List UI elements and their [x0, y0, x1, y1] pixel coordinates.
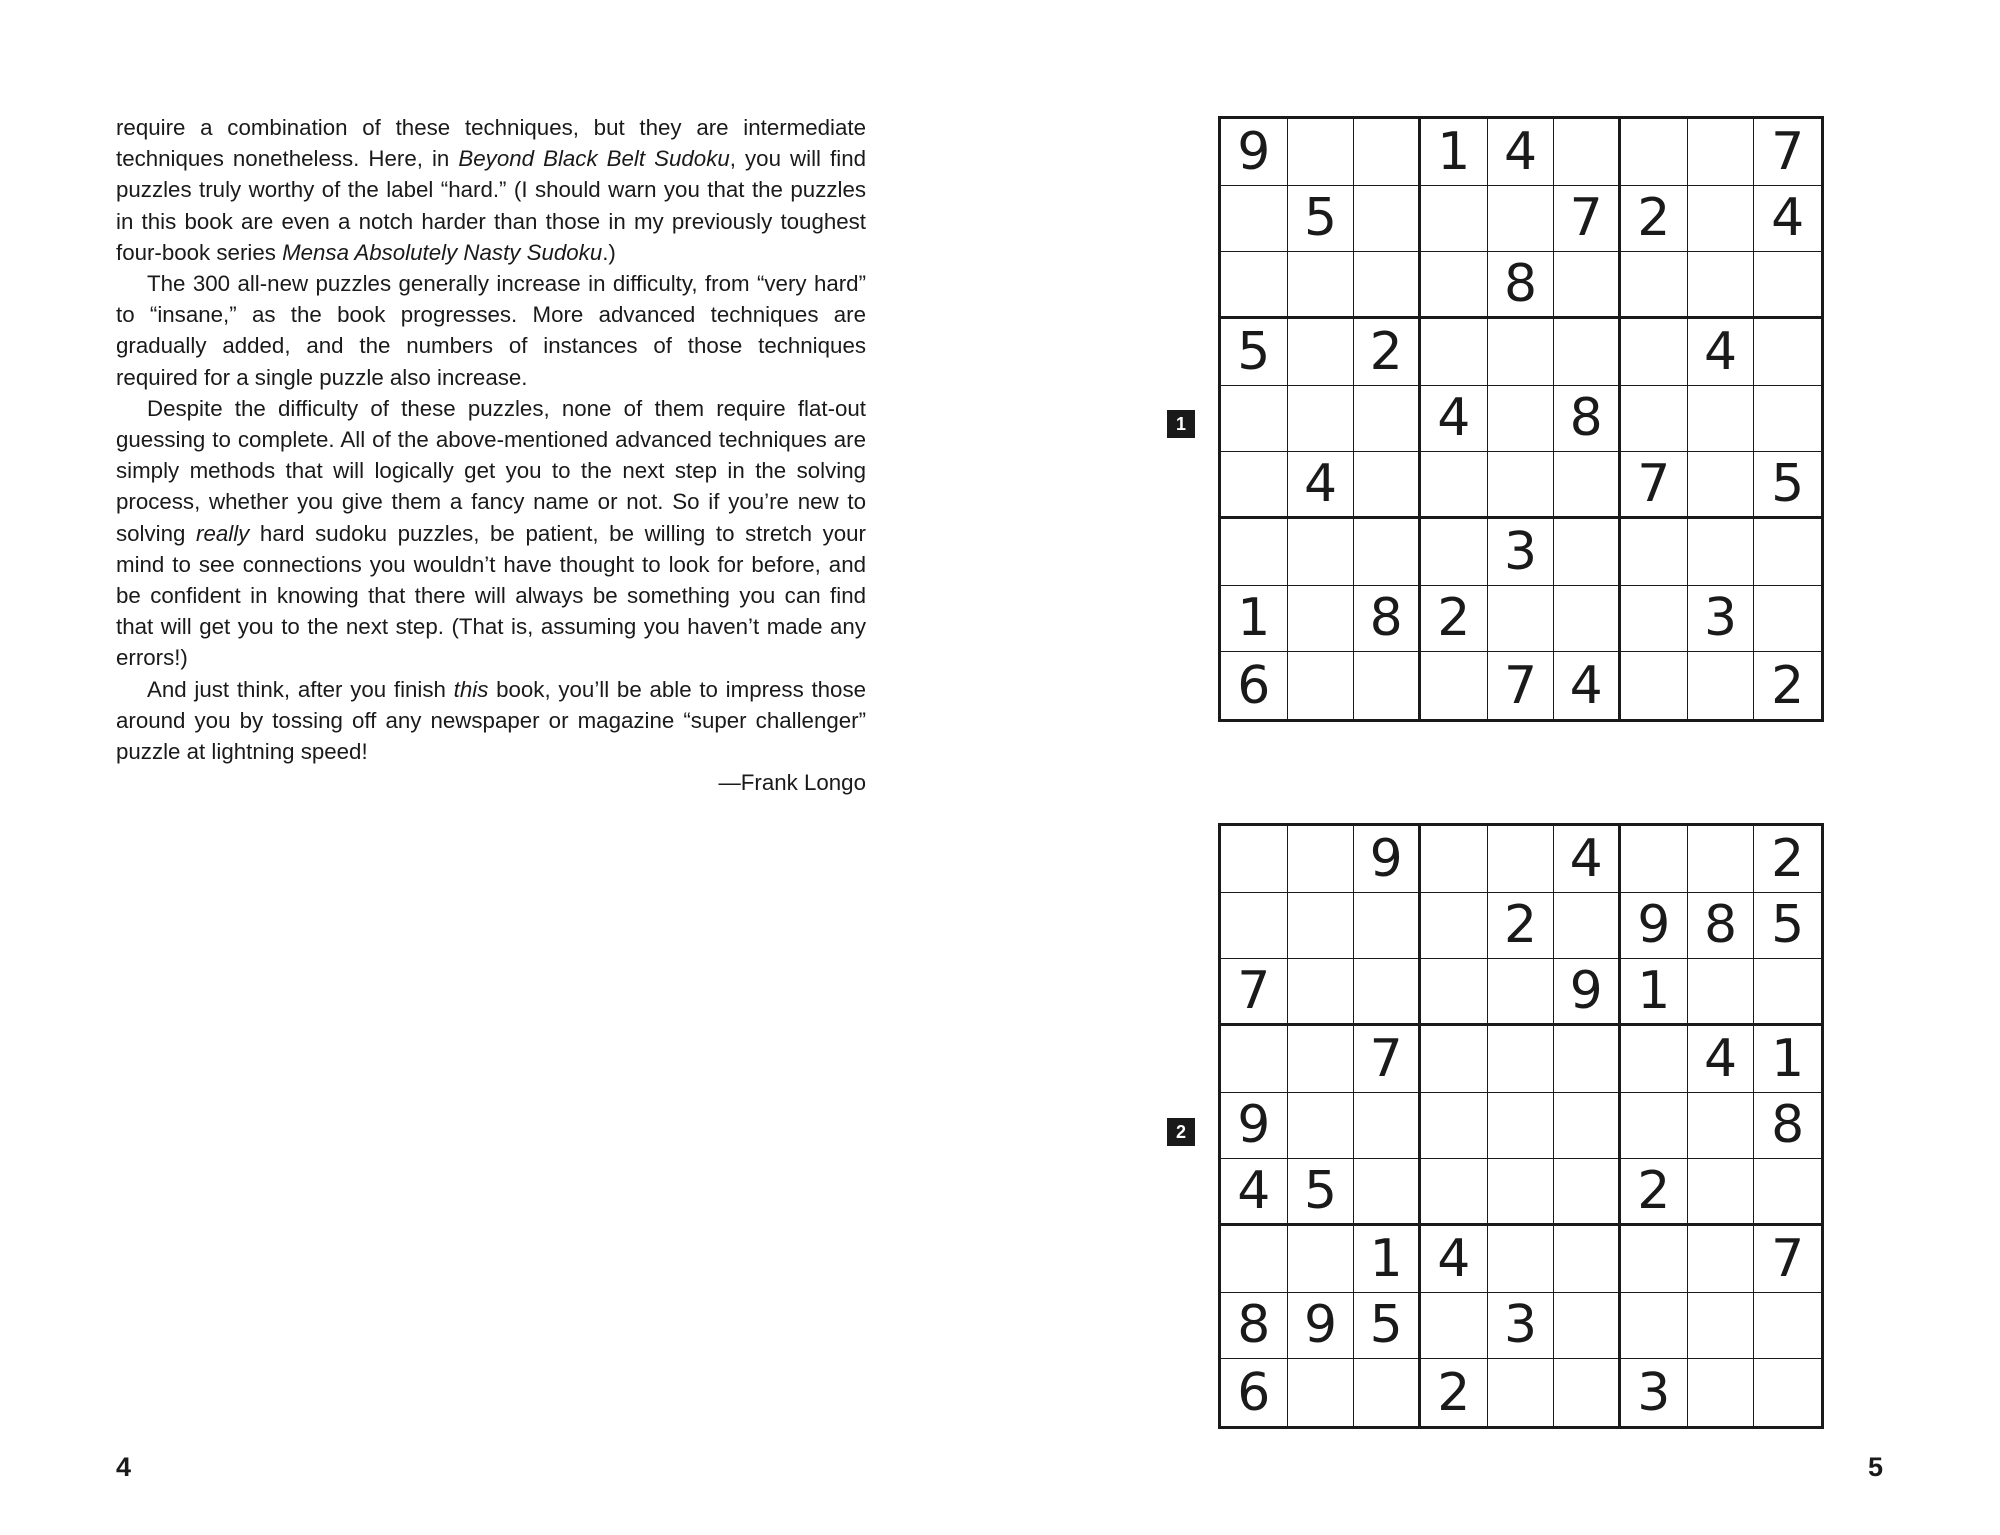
- sudoku-cell: [1754, 1159, 1821, 1226]
- sudoku-cell: 8: [1554, 386, 1621, 453]
- sudoku-cell: [1688, 826, 1755, 893]
- sudoku-cell: 4: [1688, 319, 1755, 386]
- sudoku-cell: [1754, 386, 1821, 453]
- sudoku-cell: [1421, 1093, 1488, 1160]
- sudoku-cell: [1688, 1093, 1755, 1160]
- sudoku-cell: 4: [1488, 119, 1555, 186]
- page-number-left: 4: [116, 1452, 132, 1482]
- sudoku-cell: [1688, 1226, 1755, 1293]
- sudoku-cell: 9: [1221, 119, 1288, 186]
- paragraph-1: [116, 112, 866, 268]
- sudoku-cell: 7: [1754, 1226, 1821, 1293]
- sudoku-cell: [1288, 252, 1355, 319]
- sudoku-cell: [1354, 519, 1421, 586]
- sudoku-cell: [1288, 386, 1355, 453]
- sudoku-cell: 6: [1221, 1359, 1288, 1426]
- puzzle-label-1: 1: [1167, 410, 1195, 438]
- sudoku-cell: [1554, 119, 1621, 186]
- sudoku-cell: [1554, 519, 1621, 586]
- sudoku-cell: [1621, 319, 1688, 386]
- sudoku-cell: [1488, 1226, 1555, 1293]
- sudoku-cell: 1: [1754, 1026, 1821, 1093]
- sudoku-cell: [1488, 1159, 1555, 1226]
- sudoku-cell: [1554, 1293, 1621, 1360]
- sudoku-cell: 8: [1688, 893, 1755, 960]
- sudoku-cell: [1754, 1359, 1821, 1426]
- sudoku-grid-2: [1218, 823, 1824, 1429]
- sudoku-cell: [1354, 1159, 1421, 1226]
- sudoku-cell: 7: [1554, 186, 1621, 253]
- sudoku-cell: [1688, 1159, 1755, 1226]
- sudoku-cell: [1688, 1293, 1755, 1360]
- sudoku-cell: 2: [1488, 893, 1555, 960]
- sudoku-cell: [1421, 959, 1488, 1026]
- sudoku-cell: [1488, 319, 1555, 386]
- sudoku-cell: [1688, 1359, 1755, 1426]
- sudoku-cell: [1621, 652, 1688, 719]
- sudoku-cell: [1421, 452, 1488, 519]
- sudoku-cell: [1488, 1093, 1555, 1160]
- sudoku-cell: [1421, 186, 1488, 253]
- sudoku-cell: [1754, 319, 1821, 386]
- sudoku-cell: [1554, 1159, 1621, 1226]
- sudoku-cell: [1554, 1026, 1621, 1093]
- sudoku-cell: [1354, 119, 1421, 186]
- puzzle-label-2: 2: [1167, 1118, 1195, 1146]
- sudoku-cell: [1421, 893, 1488, 960]
- sudoku-cell: 8: [1221, 1293, 1288, 1360]
- sudoku-cell: [1421, 1159, 1488, 1226]
- italic-text: this: [453, 676, 489, 702]
- sudoku-cell: 9: [1221, 1093, 1288, 1160]
- page-number-right: 5: [1868, 1452, 1884, 1482]
- sudoku-cell: 5: [1221, 319, 1288, 386]
- sudoku-cell: [1354, 959, 1421, 1026]
- sudoku-cell: [1621, 826, 1688, 893]
- sudoku-cell: [1488, 586, 1555, 653]
- sudoku-cell: [1288, 1359, 1355, 1426]
- sudoku-cell: [1421, 252, 1488, 319]
- sudoku-cell: [1221, 519, 1288, 586]
- sudoku-cell: 1: [1421, 119, 1488, 186]
- sudoku-cell: 9: [1288, 1293, 1355, 1360]
- sudoku-cell: [1688, 386, 1755, 453]
- sudoku-cell: [1688, 452, 1755, 519]
- sudoku-cell: [1221, 452, 1288, 519]
- sudoku-cell: [1754, 519, 1821, 586]
- sudoku-cell: 6: [1221, 652, 1288, 719]
- paragraph-2: [116, 268, 866, 393]
- sudoku-cell: [1688, 652, 1755, 719]
- author-signature: —Frank Longo: [718, 770, 866, 796]
- sudoku-cell: 2: [1771, 655, 1805, 716]
- sudoku-cell: 4: [1421, 386, 1488, 453]
- sudoku-cell: [1621, 252, 1688, 319]
- text-run: book, you’ll be able to impress those around you by tossing off any newspaper or magazine “super challenger” puzzle at lightning speed!: [116, 676, 866, 765]
- text-run: , you will find puzzles truly worthy of the label “hard.” (I should warn you that the puzzles in this book are even a notch harder than those in my previously toughest four-book series: [116, 146, 866, 265]
- sudoku-cell: [1354, 386, 1421, 453]
- sudoku-cell: [1421, 1293, 1488, 1360]
- sudoku-cell: 7: [1488, 652, 1555, 719]
- left-page-text: [116, 112, 866, 798]
- sudoku-cell: 4: [1754, 186, 1821, 253]
- sudoku-cell: [1488, 959, 1555, 1026]
- sudoku-cell: [1221, 893, 1288, 960]
- sudoku-cell: 8: [1488, 252, 1555, 319]
- sudoku-cell: 8: [1354, 586, 1421, 653]
- sudoku-cell: 5: [1754, 893, 1821, 960]
- italic-text: Beyond Black Belt Sudoku: [458, 146, 730, 172]
- sudoku-cell: [1621, 519, 1688, 586]
- sudoku-cell: 8: [1754, 1093, 1821, 1160]
- sudoku-cell: 2: [1621, 186, 1688, 253]
- text-run: require a combination of these techniques, but they are intermediate techniques nonetheless. Here, in: [116, 115, 866, 172]
- sudoku-cell: 4: [1288, 452, 1355, 519]
- sudoku-cell: [1554, 452, 1621, 519]
- sudoku-cell: [1288, 1226, 1355, 1293]
- sudoku-cell: [1421, 652, 1488, 719]
- text-run: The 300 all-new puzzles generally increase in difficulty, from “very hard” to “insane,” as the book progresses. More advanced techniques are gradually added, and the numbers of instances of those techniques required for a single puzzle also increase.: [116, 271, 866, 390]
- text-run: .): [602, 239, 616, 265]
- sudoku-cell: [1221, 386, 1288, 453]
- sudoku-cell: 3: [1688, 586, 1755, 653]
- sudoku-cell: [1221, 1226, 1288, 1293]
- sudoku-cell: [1554, 1226, 1621, 1293]
- sudoku-cell: 5: [1288, 186, 1355, 253]
- sudoku-cell: [1488, 452, 1555, 519]
- sudoku-cell: 3: [1488, 519, 1555, 586]
- sudoku-cell: 2: [1621, 1159, 1688, 1226]
- sudoku-cell: 1: [1621, 959, 1688, 1026]
- sudoku-cell: [1754, 586, 1821, 653]
- sudoku-cell: [1554, 319, 1621, 386]
- sudoku-cell: 4: [1554, 826, 1621, 893]
- sudoku-cell: [1288, 586, 1355, 653]
- sudoku-cell: 4: [1221, 1159, 1288, 1226]
- sudoku-cell: 4: [1421, 1226, 1488, 1293]
- sudoku-cell: [1554, 1359, 1621, 1426]
- sudoku-cell: [1488, 386, 1555, 453]
- sudoku-cell: [1354, 652, 1421, 719]
- sudoku-cell: [1288, 652, 1355, 719]
- sudoku-cell: [1288, 119, 1355, 186]
- sudoku-cell: 7: [1354, 1026, 1421, 1093]
- sudoku-cell: [1221, 252, 1288, 319]
- sudoku-cell: [1221, 1026, 1288, 1093]
- sudoku-cell: [1488, 1026, 1555, 1093]
- sudoku-cell: [1354, 452, 1421, 519]
- paragraph-3: [116, 393, 866, 674]
- sudoku-cell: 2: [1421, 1359, 1488, 1426]
- sudoku-cell: [1354, 1093, 1421, 1160]
- sudoku-cell: [1288, 519, 1355, 586]
- sudoku-cell: [1488, 826, 1555, 893]
- sudoku-cell: [1621, 586, 1688, 653]
- sudoku-cell: 5: [1354, 1293, 1421, 1360]
- sudoku-cell: [1754, 1293, 1821, 1360]
- sudoku-cell: 1: [1221, 586, 1288, 653]
- sudoku-cell: [1554, 1093, 1621, 1160]
- sudoku-cell: [1354, 252, 1421, 319]
- sudoku-cell: [1621, 1026, 1688, 1093]
- sudoku-cell: 7: [1221, 959, 1288, 1026]
- sudoku-cell: [1288, 959, 1355, 1026]
- sudoku-cell: [1421, 1026, 1488, 1093]
- sudoku-cell: [1688, 252, 1755, 319]
- sudoku-cell: [1288, 319, 1355, 386]
- sudoku-cell: [1488, 1359, 1555, 1426]
- sudoku-cell: 3: [1488, 1293, 1555, 1360]
- sudoku-cell: 7: [1621, 452, 1688, 519]
- sudoku-cell: [1288, 1093, 1355, 1160]
- sudoku-cell: 3: [1621, 1359, 1688, 1426]
- sudoku-cell: [1554, 893, 1621, 960]
- sudoku-cell: 1: [1354, 1226, 1421, 1293]
- sudoku-cell: [1754, 959, 1821, 1026]
- sudoku-cell: [1688, 959, 1755, 1026]
- sudoku-cell: 2: [1754, 826, 1821, 893]
- sudoku-cell: [1554, 586, 1621, 653]
- text-run: And just think, after you finish: [147, 676, 454, 702]
- sudoku-cell: 4: [1688, 1026, 1755, 1093]
- italic-text: really: [196, 520, 250, 546]
- sudoku-cell: [1288, 893, 1355, 960]
- sudoku-cell: [1354, 186, 1421, 253]
- sudoku-cell: [1621, 1293, 1688, 1360]
- sudoku-cell: 4: [1554, 652, 1621, 719]
- sudoku-cell: [1221, 186, 1288, 253]
- sudoku-cell: [1621, 1093, 1688, 1160]
- sudoku-cell: [1754, 252, 1821, 319]
- sudoku-cell: [1688, 119, 1755, 186]
- sudoku-cell: [1488, 186, 1555, 253]
- sudoku-cell: [1421, 826, 1488, 893]
- text-run: Despite the difficulty of these puzzles, none of them require flat-out guessing to complete. All of the above-mentioned advanced techniques are simply methods that will logically get you to the next step in the solving process, whether you give them a fancy name or not. So if you’re new to solving: [116, 395, 866, 546]
- sudoku-cell: [1621, 386, 1688, 453]
- sudoku-cell: [1621, 119, 1688, 186]
- sudoku-grid-1: [1218, 116, 1824, 722]
- italic-text: Mensa Absolutely Nasty Sudoku: [282, 239, 603, 265]
- sudoku-cell: [1421, 519, 1488, 586]
- paragraph-4: [116, 674, 866, 768]
- sudoku-cell: [1288, 826, 1355, 893]
- sudoku-cell: [1354, 893, 1421, 960]
- sudoku-cell: [1688, 186, 1755, 253]
- sudoku-cell: [1421, 319, 1488, 386]
- sudoku-cell: [1221, 826, 1288, 893]
- sudoku-cell: [1554, 252, 1621, 319]
- sudoku-cell: 9: [1354, 826, 1421, 893]
- sudoku-cell: [1688, 519, 1755, 586]
- sudoku-cell: 9: [1554, 959, 1621, 1026]
- sudoku-cell: 9: [1621, 893, 1688, 960]
- sudoku-cell: 2: [1421, 586, 1488, 653]
- sudoku-cell: [1288, 1026, 1355, 1093]
- sudoku-cell: 7: [1754, 119, 1821, 186]
- sudoku-cell: [1354, 1359, 1421, 1426]
- sudoku-cell: [1621, 1226, 1688, 1293]
- text-run: hard sudoku puzzles, be patient, be willing to stretch your mind to see connections you wouldn’t have thought to look for before, and be confident in knowing that there will always be something you can find that will get you to the next step. (That is, assuming you haven’t made any errors!): [116, 520, 866, 671]
- sudoku-cell: 5: [1288, 1159, 1355, 1226]
- sudoku-cell: 5: [1754, 452, 1821, 519]
- sudoku-cell: 2: [1354, 319, 1421, 386]
